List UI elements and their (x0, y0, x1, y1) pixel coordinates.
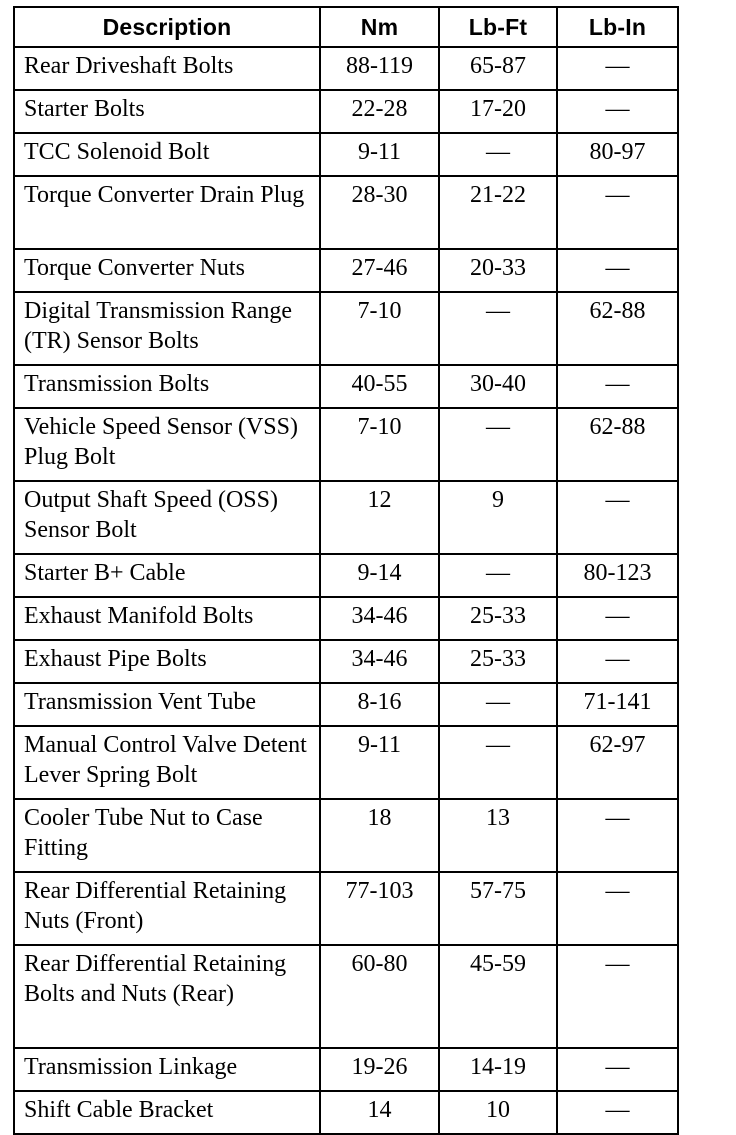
table-header-row (14, 7, 678, 47)
cell-description: Transmission Bolts (14, 365, 320, 408)
cell-nm: 27-46 (320, 249, 439, 292)
header-nm: Nm (320, 7, 439, 47)
cell-nm: 9-14 (320, 554, 439, 597)
table-row (14, 408, 678, 481)
cell-lb-ft: — (439, 683, 557, 726)
cell-lb-in: — (557, 945, 678, 1048)
cell-lb-ft: 30-40 (439, 365, 557, 408)
table-row (14, 799, 678, 872)
cell-lb-ft: 25-33 (439, 597, 557, 640)
cell-lb-in: — (557, 47, 678, 90)
cell-lb-in: — (557, 176, 678, 249)
cell-lb-in: 80-123 (557, 554, 678, 597)
cell-description: Exhaust Manifold Bolts (14, 597, 320, 640)
cell-nm: 9-11 (320, 726, 439, 799)
cell-lb-in: — (557, 597, 678, 640)
table-row (14, 554, 678, 597)
cell-description: Exhaust Pipe Bolts (14, 640, 320, 683)
cell-lb-in: 71-141 (557, 683, 678, 726)
cell-description: Starter B+ Cable (14, 554, 320, 597)
table-row (14, 47, 678, 90)
cell-description: TCC Solenoid Bolt (14, 133, 320, 176)
cell-lb-ft: 25-33 (439, 640, 557, 683)
cell-nm: 88-119 (320, 47, 439, 90)
cell-nm: 28-30 (320, 176, 439, 249)
table-row (14, 292, 678, 365)
cell-lb-in: — (557, 640, 678, 683)
table-row (14, 90, 678, 133)
cell-description: Rear Differential Retaining Bolts and Nuts (Rear) (14, 945, 320, 1048)
cell-nm: 7-10 (320, 408, 439, 481)
cell-nm: 22-28 (320, 90, 439, 133)
cell-lb-in: — (557, 1091, 678, 1134)
cell-description: Rear Differential Retaining Nuts (Front) (14, 872, 320, 945)
cell-lb-ft: — (439, 408, 557, 481)
cell-lb-in: 80-97 (557, 133, 678, 176)
cell-lb-ft: 20-33 (439, 249, 557, 292)
cell-description: Transmission Vent Tube (14, 683, 320, 726)
cell-lb-in: — (557, 1048, 678, 1091)
table-row (14, 1048, 678, 1091)
cell-description: Transmission Linkage (14, 1048, 320, 1091)
table-row (14, 640, 678, 683)
cell-lb-in: — (557, 249, 678, 292)
cell-nm: 34-46 (320, 640, 439, 683)
cell-lb-in: 62-88 (557, 408, 678, 481)
cell-nm: 34-46 (320, 597, 439, 640)
table-row (14, 726, 678, 799)
cell-description: Vehicle Speed Sensor (VSS) Plug Bolt (14, 408, 320, 481)
table-row (14, 597, 678, 640)
cell-lb-ft: — (439, 133, 557, 176)
cell-description: Torque Converter Drain Plug (14, 176, 320, 249)
header-lb-in: Lb-In (557, 7, 678, 47)
cell-description: Rear Driveshaft Bolts (14, 47, 320, 90)
cell-lb-ft: 21-22 (439, 176, 557, 249)
cell-nm: 9-11 (320, 133, 439, 176)
table-row (14, 249, 678, 292)
table-row (14, 683, 678, 726)
table-row (14, 133, 678, 176)
table-row (14, 945, 678, 1048)
table-row (14, 872, 678, 945)
cell-nm: 12 (320, 481, 439, 554)
cell-lb-in: — (557, 799, 678, 872)
cell-description: Shift Cable Bracket (14, 1091, 320, 1134)
cell-lb-ft: 13 (439, 799, 557, 872)
header-lb-ft: Lb-Ft (439, 7, 557, 47)
cell-nm: 60-80 (320, 945, 439, 1048)
cell-lb-in: 62-88 (557, 292, 678, 365)
cell-lb-ft: 57-75 (439, 872, 557, 945)
cell-nm: 7-10 (320, 292, 439, 365)
cell-description: Digital Transmission Range (TR) Sensor Bolts (14, 292, 320, 365)
cell-lb-in: — (557, 90, 678, 133)
cell-lb-ft: 10 (439, 1091, 557, 1134)
cell-description: Starter Bolts (14, 90, 320, 133)
cell-lb-ft: — (439, 554, 557, 597)
cell-nm: 14 (320, 1091, 439, 1134)
cell-lb-in: — (557, 365, 678, 408)
cell-lb-ft: — (439, 726, 557, 799)
header-description: Description (14, 7, 320, 47)
cell-nm: 19-26 (320, 1048, 439, 1091)
cell-lb-ft: 17-20 (439, 90, 557, 133)
torque-spec-table (13, 6, 679, 1135)
cell-lb-ft: 45-59 (439, 945, 557, 1048)
cell-nm: 8-16 (320, 683, 439, 726)
cell-lb-ft: 14-19 (439, 1048, 557, 1091)
cell-lb-in: — (557, 481, 678, 554)
cell-nm: 40-55 (320, 365, 439, 408)
table-row (14, 481, 678, 554)
table-row (14, 365, 678, 408)
cell-lb-ft: 65-87 (439, 47, 557, 90)
cell-nm: 77-103 (320, 872, 439, 945)
table-row (14, 1091, 678, 1134)
cell-nm: 18 (320, 799, 439, 872)
cell-lb-ft: — (439, 292, 557, 365)
cell-description: Output Shaft Speed (OSS) Sensor Bolt (14, 481, 320, 554)
cell-description: Torque Converter Nuts (14, 249, 320, 292)
cell-lb-ft: 9 (439, 481, 557, 554)
cell-description: Manual Control Valve Detent Lever Spring Bolt (14, 726, 320, 799)
table-row (14, 176, 678, 249)
cell-lb-in: 62-97 (557, 726, 678, 799)
cell-description: Cooler Tube Nut to Case Fitting (14, 799, 320, 872)
cell-lb-in: — (557, 872, 678, 945)
